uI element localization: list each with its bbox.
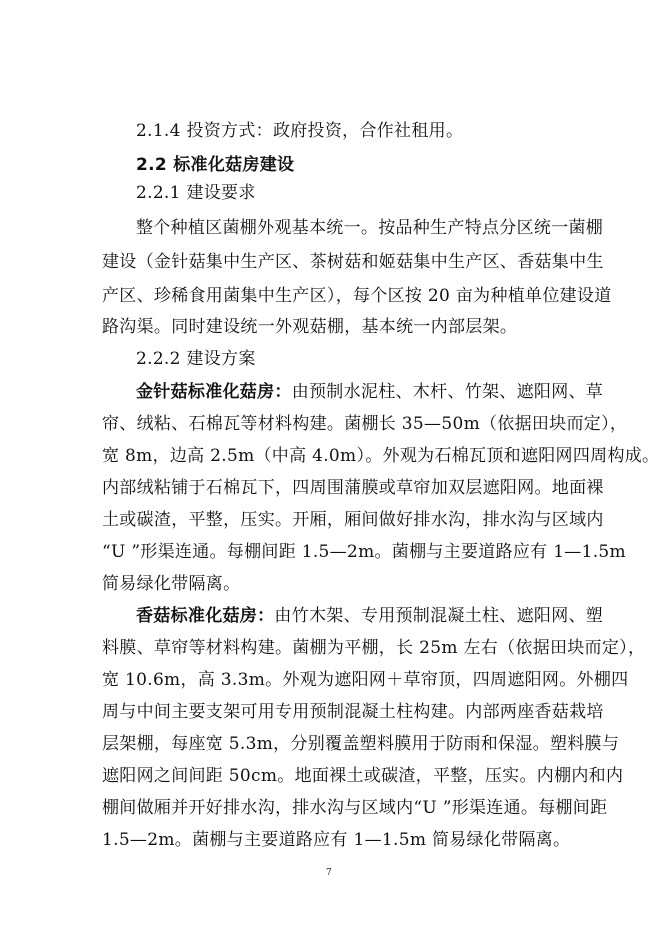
section-2-2-2: 2.2.2 建设方案 <box>136 349 256 369</box>
para-xianggu-line-5: 层架棚，每座宽 5.3m，分别覆盖塑料膜用于防雨和保湿。塑料膜与 <box>102 734 620 754</box>
para-jinzhengu-line-2: 帘、绒粘、石棉瓦等材料构建。菌棚长 35—50m（依据田块而定）， <box>102 414 628 434</box>
para-xianggu-line-7: 棚间做厢并开好排水沟，排水沟与区域内“U ”形渠连通。每棚间距 <box>102 798 608 818</box>
xianggu-lead: 香菇标准化菇房： <box>136 606 275 626</box>
para-requirements-line-1: 整个种植区菌棚外观基本统一。按品种生产特点分区统一菌棚 <box>136 218 604 238</box>
para-jinzhengu-line-4: 内部绒粘铺于石棉瓦下，四周围蒲膜或草帘加双层遮阳网。地面裸 <box>102 478 604 498</box>
para-xianggu-line-4: 周与中间主要支架可用专用预制混凝土柱构建。内部两座香菇栽培 <box>102 702 604 722</box>
section-2-1-4: 2.1.4 投资方式：政府投资，合作社租用。 <box>136 121 464 141</box>
para-jinzhengu-line-3: 宽 8m，边高 2.5m（中高 4.0m）。外观为石棉瓦顶和遮阳网四周构成。 <box>102 446 660 466</box>
page-number: 7 <box>326 868 332 878</box>
para-xianggu-line-2: 料膜、草帘等材料构建。菌棚为平棚，长 25m 左右（依据田块而定）， <box>102 638 646 658</box>
para-xianggu-line-8: 1.5—2m。菌棚与主要道路应有 1—1.5m 简易绿化带隔离。 <box>102 830 571 850</box>
heading-2-2: 2.2 标准化菇房建设 <box>136 155 295 175</box>
para-jinzhengu-line-5: 土或碳渣，平整，压实。开厢，厢间做好排水沟，排水沟与区域内 <box>102 510 604 530</box>
para-jinzhengu-line-1 <box>136 382 603 402</box>
section-2-2-1: 2.2.1 建设要求 <box>136 183 256 203</box>
para-jinzhengu-line-7: 简易绿化带隔离。 <box>102 574 241 594</box>
para-requirements-line-2: 建设（金针菇集中生产区、茶树菇和姬菇集中生产区、香菇集中生 <box>102 252 604 272</box>
para-requirements-line-3: 产区、珍稀食用菌集中生产区），每个区按 20 亩为种植单位建设道 <box>102 286 612 306</box>
jinzhengu-lead: 金针菇标准化菇房： <box>136 382 292 402</box>
xianggu-first-line-rest: 由竹木架、专用预制混凝土柱、遮阳网、塑 <box>274 606 604 626</box>
jinzhengu-first-line-rest: 由预制水泥柱、木杆、竹架、遮阳网、草 <box>291 382 604 402</box>
para-requirements-line-4: 路沟渠。同时建设统一外观菇棚，基本统一内部层架。 <box>102 317 518 337</box>
para-xianggu-line-3: 宽 10.6m，高 3.3m。外观为遮阳网＋草帘顶，四周遮阳网。外棚四 <box>102 670 629 690</box>
para-jinzhengu-line-6: “U ”形渠连通。每棚间距 1.5—2m。菌棚与主要道路应有 1—1.5m <box>102 542 626 562</box>
para-xianggu-line-1 <box>136 606 603 626</box>
para-xianggu-line-6: 遮阳网之间间距 50cm。地面裸土或碳渣，平整，压实。内棚内和内 <box>102 766 624 786</box>
